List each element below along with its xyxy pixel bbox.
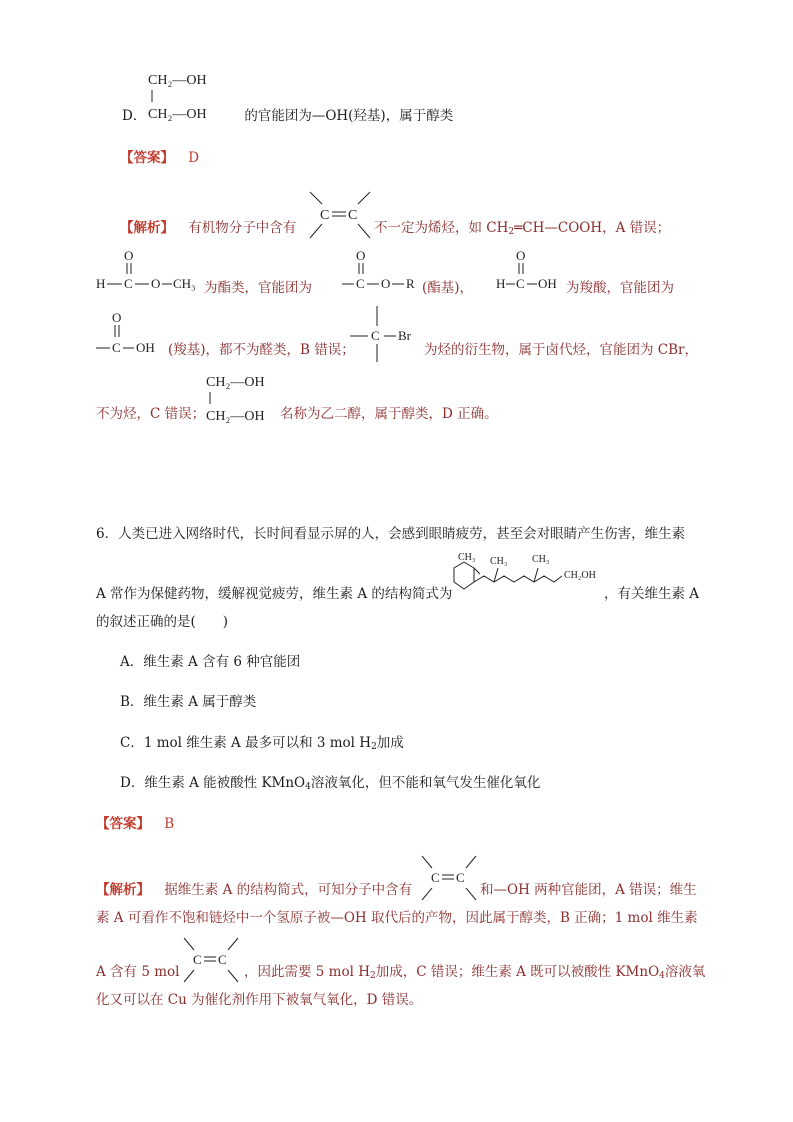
subscript: 2 [371, 742, 377, 752]
answer-line-1 [120, 148, 199, 168]
ethylene-glycol-structure-2 [198, 368, 282, 424]
analysis-label: 【解析】 [96, 882, 150, 898]
atom-h: H [496, 276, 506, 291]
subscript: 2 [508, 227, 515, 237]
q6-option-b[interactable]: B．维生素 A 属于醇类 [120, 694, 257, 710]
atom-c: C [431, 870, 440, 885]
atom-o: O [112, 310, 122, 325]
q6-stem-line-2a: A 常作为保健药物，缓解视觉疲劳，维生素 A 的结构简式为 [96, 586, 453, 602]
analysis-label: 【解析】 [120, 220, 174, 236]
q6-stem-line-1: 6．人类已进入网络时代，长时间看显示屏的人，会感到眼睛疲劳，甚至会对眼睛产生伤害，维生素 [96, 526, 686, 542]
analysis-text-1b: 不一定为烯烃，如 CH [374, 220, 509, 236]
methyl-1: CH₃ [458, 552, 476, 563]
atom-c: C [356, 276, 365, 291]
answer-label: 【答案】 [120, 150, 174, 166]
cc-double-bond-structure-1 [302, 186, 374, 242]
q6-option-d-tail: 溶液氧化，但不能和氧气发生催化氧化 [310, 775, 541, 791]
analysis-text: 据维生素 A 的结构简式，可知分子中含有 [164, 882, 413, 898]
atom-c: C [320, 208, 330, 223]
option-d-label: D． [122, 108, 147, 124]
cc-double-bond-structure-3 [176, 934, 246, 988]
q6-option-c[interactable] [120, 733, 404, 753]
q6-option-c-tail: 加成 [376, 735, 404, 751]
vitamin-a-structure [452, 548, 602, 604]
q6-analysis-line-1b: 和—OH 两种官能团，A 错误；维生 [480, 882, 697, 898]
atom-o: O [151, 276, 161, 291]
atom-c: C [371, 328, 380, 343]
q6-stem-line-2b: ，有关维生素 A [604, 586, 700, 602]
ch2oh-top-label: CH₂—OH [206, 375, 265, 390]
analysis-line-4b: 名称为乙二醇，属于醇类，D 正确。 [280, 406, 498, 422]
option-d-line [122, 106, 453, 126]
atom-br: Br [398, 328, 411, 343]
answer-value: B [164, 816, 175, 832]
group-r: R [406, 276, 415, 291]
analysis-line-1b [374, 218, 670, 238]
analysis-text: ，因此需要 5 mol H [244, 964, 370, 980]
analysis-line-3a: (羧基)，都不为醛类，B 错误； [168, 342, 355, 358]
analysis-line-1 [120, 218, 296, 238]
bromo-structure [346, 304, 426, 366]
methyl-3: CH₃ [532, 554, 550, 565]
analysis-text-1a: 有机物分子中含有 [188, 220, 297, 236]
formic-acid-structure [494, 246, 574, 296]
atom-c: C [218, 952, 227, 967]
analysis-line-2a: 为酯类，官能团为 [204, 280, 312, 296]
analysis-text-1c: ═CH—COOH，A 错误； [514, 220, 671, 236]
atom-c: C [456, 870, 465, 885]
atom-h: H [96, 276, 106, 291]
q6-option-c-text: C．1 mol 维生素 A 最多可以和 3 mol H [120, 735, 372, 751]
ch2oh-top-label: CH₂—OH [148, 73, 207, 88]
q6-analysis-line-3b [244, 962, 705, 982]
atom-o: O [356, 248, 366, 263]
atom-o: O [381, 276, 391, 291]
atom-c: C [124, 276, 133, 291]
subscript: 4 [659, 971, 665, 981]
atom-c: C [112, 340, 121, 355]
group-oh: OH [136, 340, 155, 355]
group-ch2oh: CH₂OH [564, 570, 596, 581]
q6-analysis-line-4: 化又可以在 Cu 为催化剂作用下被氧气氧化，D 错误。 [96, 992, 423, 1008]
methyl-2: CH₃ [490, 556, 508, 567]
analysis-line-2b: (酯基)， [422, 280, 474, 296]
group-oh: OH [538, 276, 557, 291]
group-ch3: CH₃ [173, 276, 196, 291]
answer-line-2 [96, 814, 174, 834]
cc-double-bond-structure-2 [414, 852, 484, 906]
ch2oh-bottom-label: CH₂—OH [148, 107, 207, 122]
q6-analysis-line-1a [96, 880, 412, 900]
analysis-text: 溶液氧 [664, 964, 706, 980]
q6-stem-line-3: 的叙述正确的是( ) [96, 614, 229, 630]
atom-c: C [348, 208, 358, 223]
option-d-text: 的官能团为—OH(羟基)，属于醇类 [244, 108, 454, 124]
formate-ester-structure [94, 246, 204, 296]
ester-group-structure [340, 246, 420, 296]
subscript: 2 [369, 971, 376, 981]
q6-analysis-line-2: 素 A 可看作不饱和链烃中一个氢原子被—OH 取代后的产物，因此属于醇类，B 正确；1 mol 维生素 [96, 910, 698, 926]
q6-option-d[interactable] [120, 773, 540, 793]
atom-c: C [193, 952, 202, 967]
carboxyl-structure [94, 308, 174, 360]
answer-label: 【答案】 [96, 816, 150, 832]
ch2oh-bottom-label: CH₂—OH [206, 409, 265, 424]
subscript: 4 [305, 782, 311, 792]
q6-analysis-line-3a: A 含有 5 mol [96, 964, 180, 980]
answer-value: D [188, 150, 200, 166]
analysis-line-3b: 为烃的衍生物，属于卤代烃，官能团为 CBr， [424, 342, 698, 358]
q6-option-a[interactable]: A．维生素 A 含有 6 种官能团 [120, 654, 301, 670]
analysis-line-4a: 不为烃，C 错误； [96, 406, 206, 422]
analysis-text: 加成，C 错误；维生素 A 既可以被酸性 KMnO [375, 964, 660, 980]
q6-option-d-text: D．维生素 A 能被酸性 KMnO [120, 775, 306, 791]
atom-o: O [516, 248, 526, 263]
atom-o: O [124, 248, 134, 263]
analysis-line-2c: 为羧酸，官能团为 [566, 280, 674, 296]
atom-c: C [516, 276, 525, 291]
